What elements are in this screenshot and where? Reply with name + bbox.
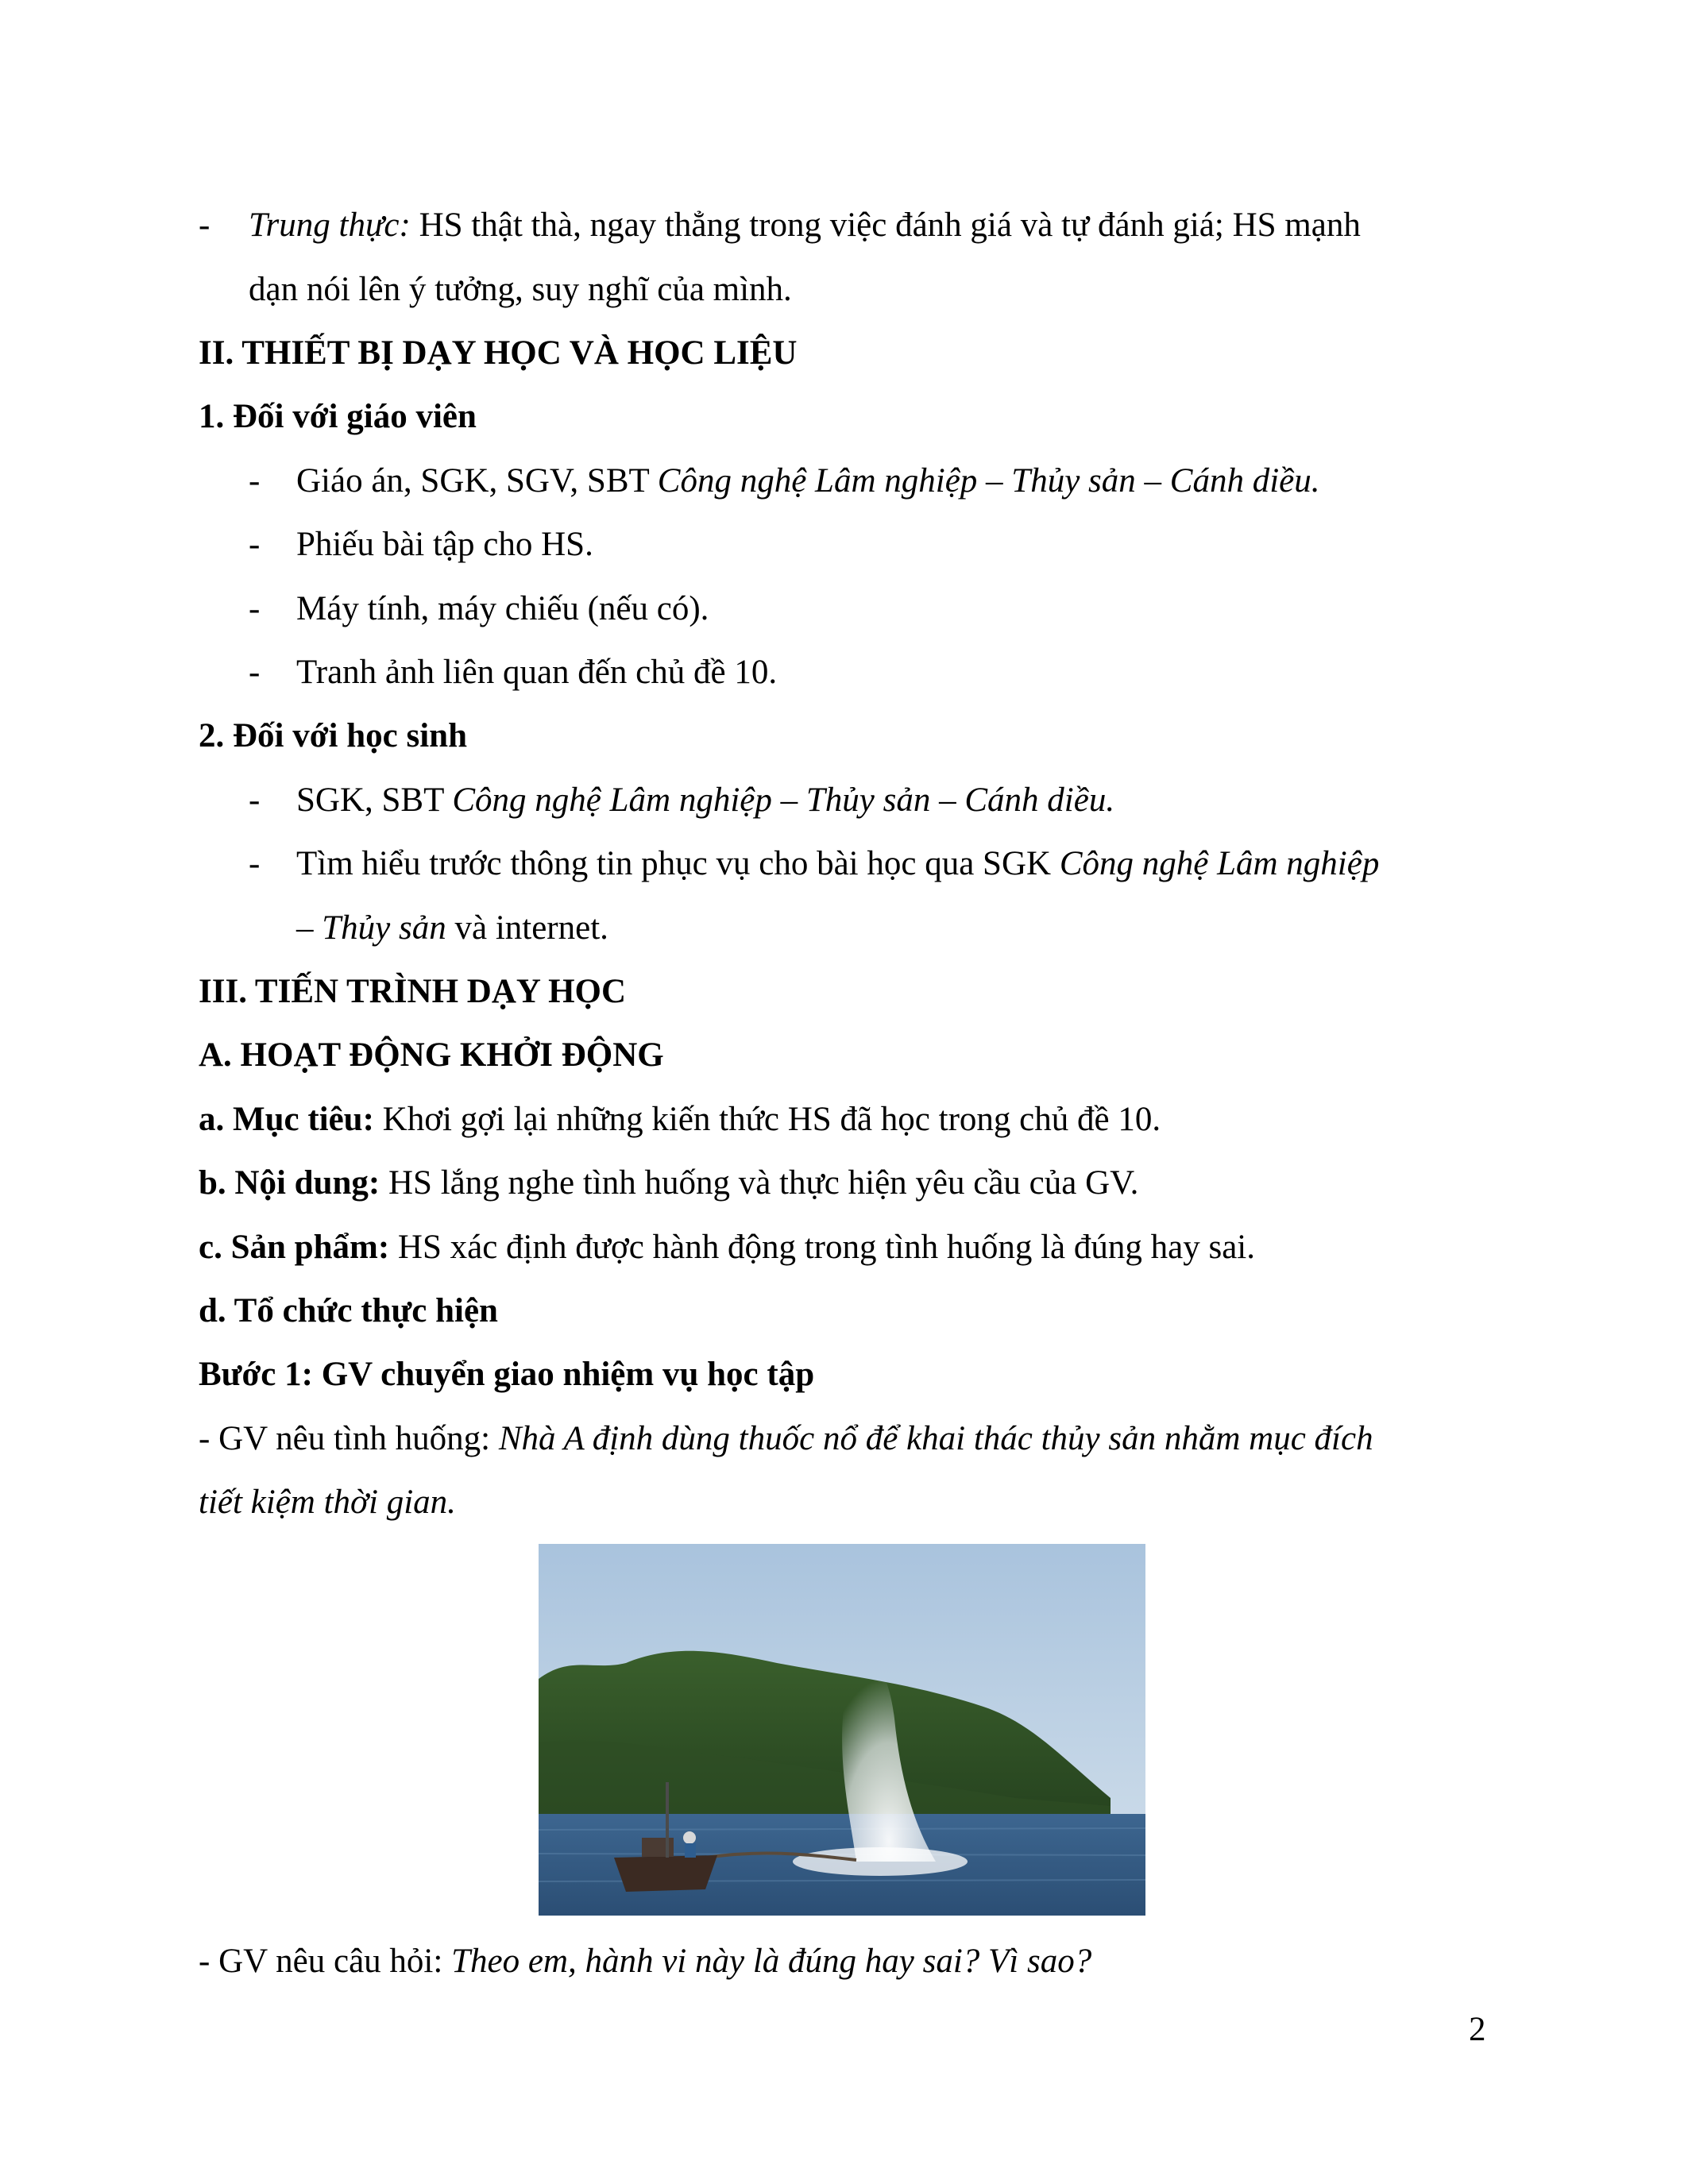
teacher-heading: 1. Đối với giáo viên: [199, 398, 477, 435]
trung-thuc-label: Trung thực:: [249, 206, 411, 244]
student-item-2: Tìm hiểu trước thông tin phục vụ cho bài học qua SGK Công nghệ Lâm nghiệp: [296, 845, 1380, 882]
section-heading-process: III. TIẾN TRÌNH DẠY HỌC: [199, 973, 627, 1010]
teacher-item-3: Máy tính, máy chiếu (nếu có).: [296, 590, 709, 627]
trung-thuc-line-2: dạn nói lên ý tưởng, suy nghĩ của mình.: [249, 271, 792, 308]
organize-heading: d. Tổ chức thực hiện: [199, 1292, 498, 1329]
bullet-dash: -: [249, 462, 261, 500]
step1-heading: Bước 1: GV chuyển giao nhiệm vụ học tập: [199, 1356, 815, 1393]
student-item-2-cont: – Thủy sản và internet.: [296, 909, 608, 947]
page-number: 2: [1469, 2011, 1486, 2048]
trung-thuc-text-1: HS thật thà, ngay thẳng trong việc đánh giá và tự đánh giá; HS mạnh: [410, 206, 1361, 244]
activity-heading: A. HOẠT ĐỘNG KHỞI ĐỘNG: [199, 1036, 664, 1074]
bullet-dash: -: [249, 845, 261, 882]
content-line: b. Nội dung: HS lắng nghe tình huống và thực hiện yêu cầu của GV.: [199, 1164, 1139, 1202]
trung-thuc-line-1: [249, 208, 1361, 242]
bullet-dash: -: [199, 206, 211, 244]
section-heading-equipment: II. THIẾT BỊ DẠY HỌC VÀ HỌC LIỆU: [199, 334, 798, 372]
situation-line-1: - GV nêu tình huống: Nhà A định dùng thuốc nổ để khai thác thủy sản nhằm mục đích: [199, 1420, 1373, 1457]
bullet-dash: -: [249, 590, 261, 627]
bullet-dash: -: [249, 781, 261, 819]
bullet-dash: -: [249, 526, 261, 563]
explosion-fishing-photo: [539, 1544, 1145, 1916]
question-line: - GV nêu câu hỏi: Theo em, hành vi này là đúng hay sai? Vì sao?: [199, 1943, 1092, 1980]
bullet-dash: -: [249, 654, 261, 691]
goal-line: a. Mục tiêu: Khơi gợi lại những kiến thức HS đã học trong chủ đề 10.: [199, 1101, 1161, 1138]
situation-line-2: tiết kiệm thời gian.: [199, 1484, 456, 1521]
teacher-item-4: Tranh ảnh liên quan đến chủ đề 10.: [296, 654, 778, 691]
student-heading: 2. Đối với học sinh: [199, 717, 468, 754]
product-line: c. Sản phẩm: HS xác định được hành động trong tình huống là đúng hay sai.: [199, 1229, 1255, 1266]
teacher-item-1: Giáo án, SGK, SGV, SBT Công nghệ Lâm nghiệp – Thủy sản – Cánh diều.: [296, 462, 1320, 500]
student-item-1: SGK, SBT Công nghệ Lâm nghiệp – Thủy sản – Cánh diều.: [296, 781, 1115, 819]
teacher-item-2: Phiếu bài tập cho HS.: [296, 526, 593, 563]
